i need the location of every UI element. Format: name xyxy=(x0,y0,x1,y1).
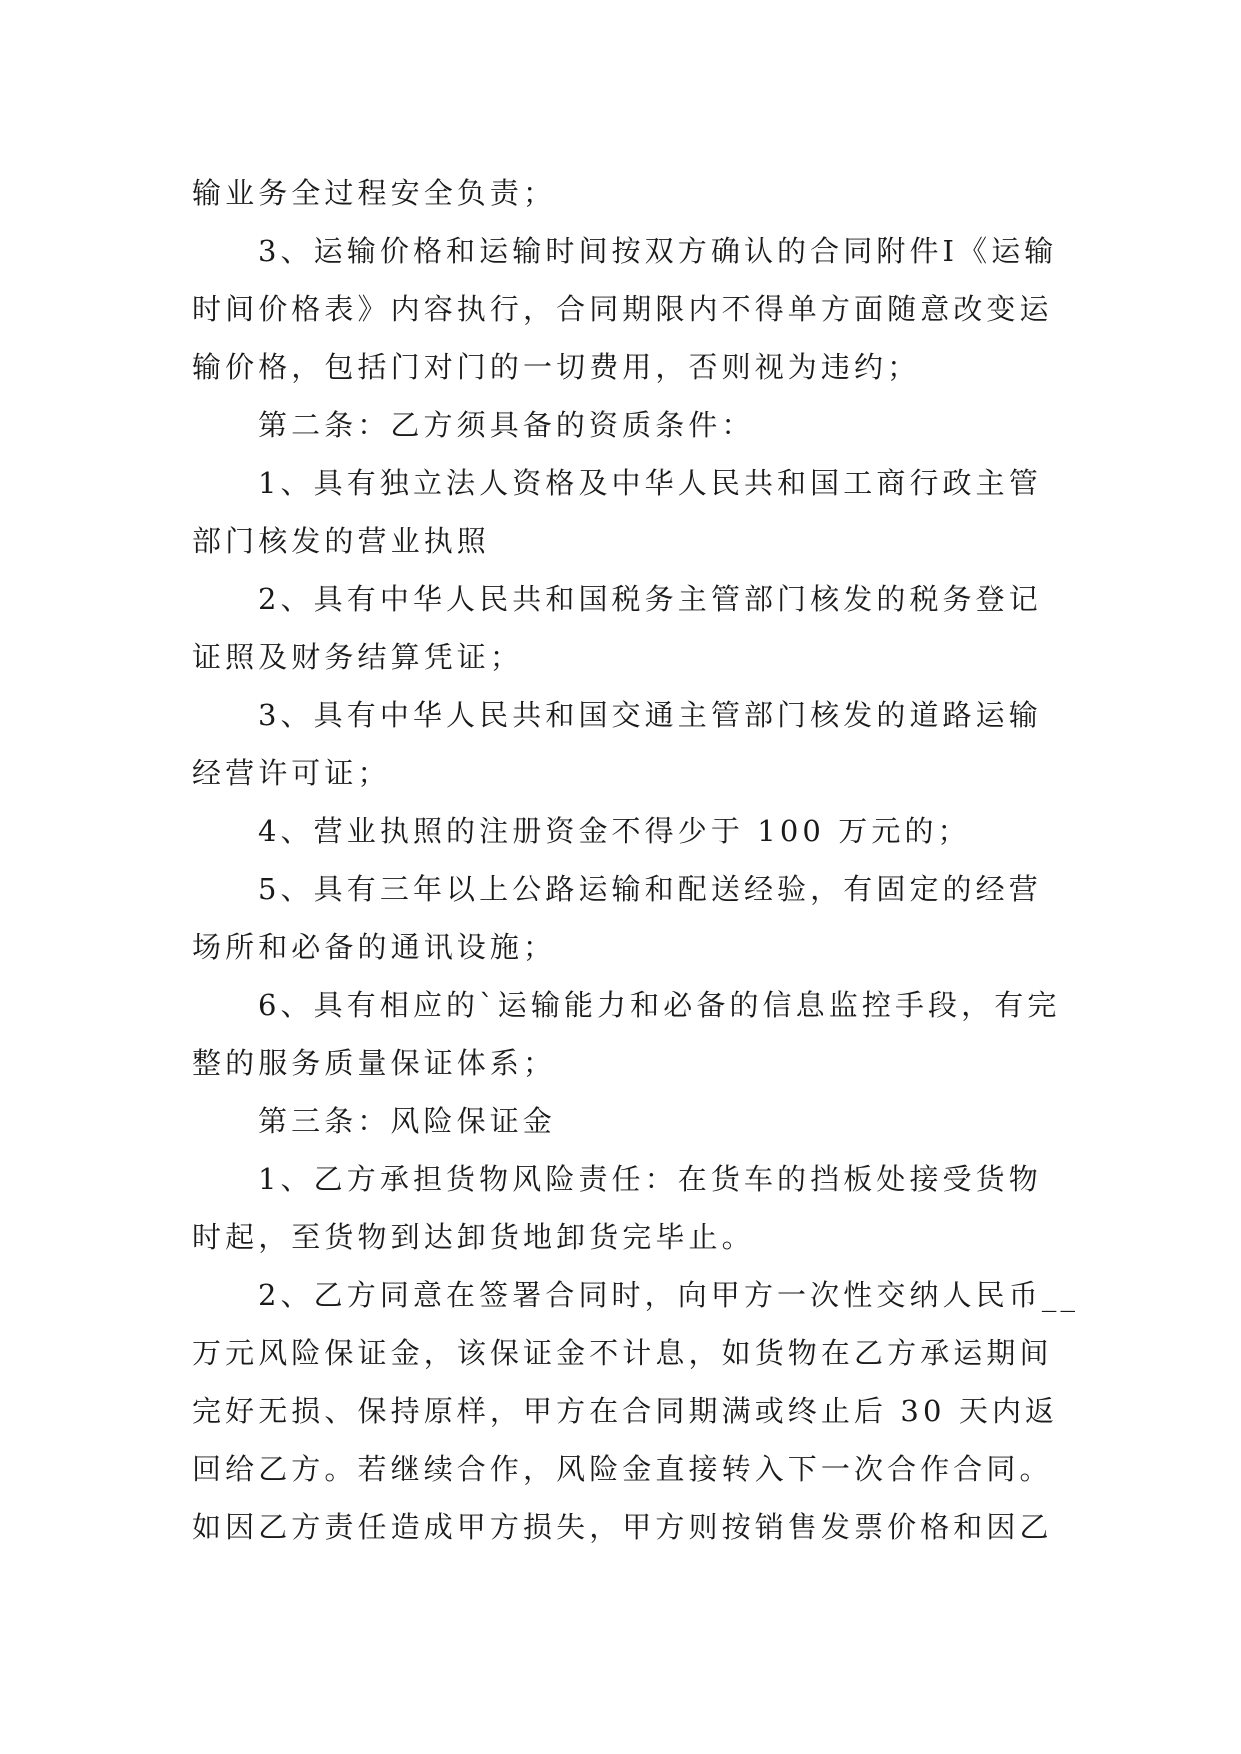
text-line: 场所和必备的通讯设施； xyxy=(192,930,557,964)
text-line: 证照及财务结算凭证； xyxy=(192,640,524,674)
text-line: 完好无损、保持原样，甲方在合同期满或终止后 30 天内返 xyxy=(192,1394,1059,1428)
text-line: 1、乙方承担货物风险责任：在货车的挡板处接受货物 xyxy=(258,1162,1042,1196)
section-heading: 第二条：乙方须具备的资质条件： xyxy=(258,408,755,442)
text-line: 输价格，包括门对门的一切费用，否则视为违约； xyxy=(192,350,921,384)
text-line: 1、具有独立法人资格及中华人民共和国工商行政主管 xyxy=(258,466,1042,500)
text-line: 整的服务质量保证体系； xyxy=(192,1046,557,1080)
section-heading: 第三条：风险保证金 xyxy=(258,1104,556,1138)
text-line: 2、乙方同意在签署合同时，向甲方一次性交纳人民币__ xyxy=(258,1278,1080,1312)
text-line: 5、具有三年以上公路运输和配送经验，有固定的经营 xyxy=(258,872,1042,906)
text-line: 3、具有中华人民共和国交通主管部门核发的道路运输 xyxy=(258,698,1042,732)
text-line: 时起，至货物到达卸货地卸货完毕止。 xyxy=(192,1220,755,1254)
text-line: 回给乙方。若继续合作，风险金直接转入下一次合作合同。 xyxy=(192,1452,1053,1486)
text-line: 万元风险保证金，该保证金不计息，如货物在乙方承运期间 xyxy=(192,1336,1053,1370)
text-line: 输业务全过程安全负责； xyxy=(192,176,557,210)
text-line: 经营许可证； xyxy=(192,756,391,790)
text-line: 部门核发的营业执照 xyxy=(192,524,490,558)
text-line: 3、运输价格和运输时间按双方确认的合同附件Ⅰ《运输 xyxy=(258,234,1058,268)
text-line: 如因乙方责任造成甲方损失，甲方则按销售发票价格和因乙 xyxy=(192,1510,1053,1544)
text-line: 4、营业执照的注册资金不得少于 100 万元的； xyxy=(258,814,971,848)
text-line: 2、具有中华人民共和国税务主管部门核发的税务登记 xyxy=(258,582,1042,616)
document-body xyxy=(192,164,1080,1556)
text-line: 时间价格表》内容执行，合同期限内不得单方面随意改变运 xyxy=(192,292,1053,326)
text-line: 6、具有相应的`运输能力和必备的信息监控手段，有完 xyxy=(258,988,1061,1022)
